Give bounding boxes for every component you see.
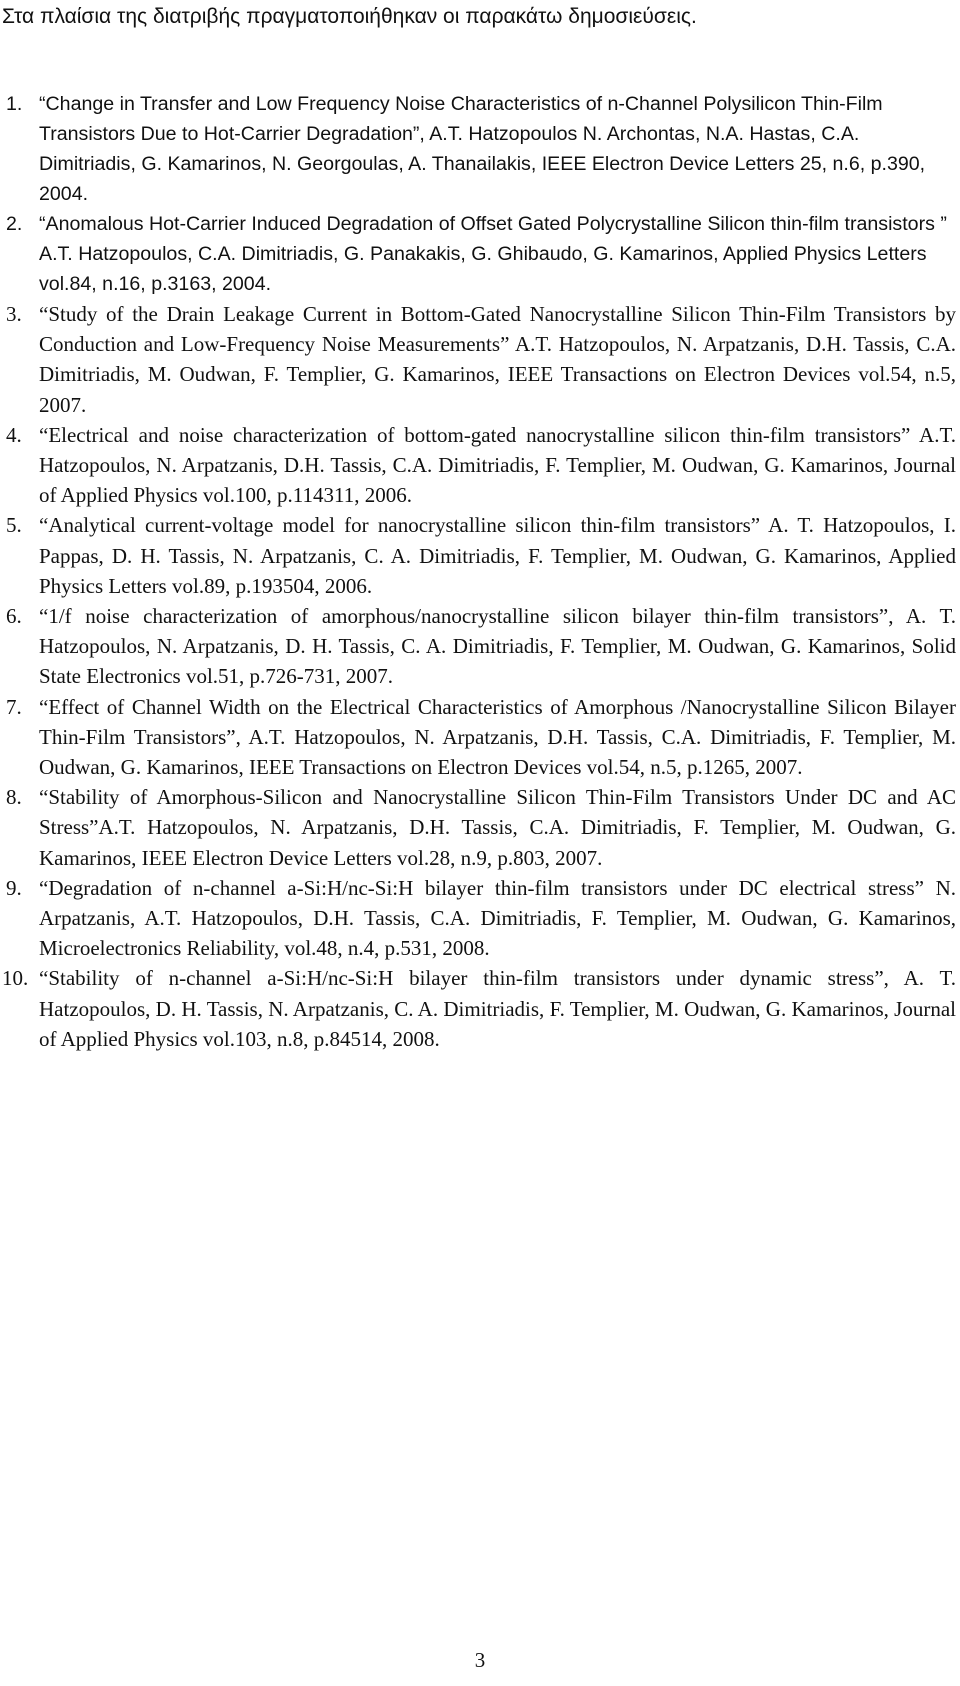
publication-text: “Degradation of n-channel a-Si:H/nc-Si:H bilayer thin-film transistors under DC electrical stress” N. Arpatzanis, A.T. Hatzopoulos, D.H. Tassis, C.A. Dimitriadis, F. Templier, M. Oudwan, G. Kamarinos, Microelectronics Reliability, vol.48, n.4, p.531, 2008. <box>39 875 956 961</box>
publication-text: “Change in Transfer and Low Frequency Noise Characteristics of n-Channel Polysilicon Thin-Film Transistors Due to Hot-Carrier Degradation”, A.T. Hatzopoulos N. Archontas, N.A. Hastas, C.A. Dimitriadis, G. Kamarinos, N. Georgoulas, A. Thanailakis, IEEE Electron Device Letters 25, n.6, p.390, 2004. <box>39 93 926 205</box>
publication-item <box>0 209 956 299</box>
publication-number: 3. <box>6 302 22 326</box>
publication-number: 1. <box>6 93 23 115</box>
publication-text: “Anomalous Hot-Carrier Induced Degradation of Offset Gated Polycrystalline Silicon thin-film transistors ” A.T. Hatzopoulos, C.A. Dimitriadis, G. Panakakis, G. Ghibaudo, G. Kamarinos, Applied Physics Letters vol.84, n.16, p.3163, 2004. <box>39 213 947 295</box>
publication-text: “Electrical and noise characterization of bottom-gated nanocrystalline silicon thin-film transistors” A.T. Hatzopoulos, N. Arpatzanis, D.H. Tassis, C.A. Dimitriadis, F. Templier, M. Oudwan, G. Kamarinos, Journal of Applied Physics vol.100, p.114311, 2006. <box>39 422 956 508</box>
intro-text: Στα πλαίσια της διατριβής πραγματοποιήθηκαν οι παρακάτω δημοσιεύσεις. <box>2 5 697 28</box>
publication-number: 4. <box>6 422 22 447</box>
publication-item <box>0 692 956 783</box>
publication-item <box>0 873 956 964</box>
publication-list <box>0 89 956 1054</box>
publication-number: 5. <box>6 513 22 538</box>
publication-number: 9. <box>6 875 22 900</box>
publication-item <box>0 420 956 511</box>
publication-item <box>0 510 956 601</box>
publication-item <box>0 782 956 873</box>
publication-text: “Analytical current-voltage model for nanocrystalline silicon thin-film transistors” A. T. Hatzopoulos, I. Pappas, D. H. Tassis, N. Arpatzanis, C. A. Dimitriadis, F. Templier, M. Oudwan, G. Kamarinos, Applied Physics Letters vol.89, p.193504, 2006. <box>39 513 956 598</box>
publication-number: 8. <box>6 785 22 810</box>
publication-text: “Stability of Amorphous-Silicon and Nanocrystalline Silicon Thin-Film Transistors Under DC and AC Stress”A.T. Hatzopoulos, N. Arpatzanis, D.H. Tassis, C.A. Dimitriadis, F. Templier, M. Oudwan, G. Kamarinos, IEEE Electron Device Letters vol.28, n.9, p.803, 2007. <box>39 785 956 870</box>
publication-text: “Effect of Channel Width on the Electrical Characteristics of Amorphous /Nanocrystalline Silicon Bilayer Thin-Film Transistors”, A.T. Hatzopoulos, N. Arpatzanis, D.H. Tassis, C.A. Dimitriadis, F. Templier, M. Oudwan, G. Kamarinos, IEEE Transactions on Electron Devices vol.54, n.5, p.1265, 2007. <box>39 694 956 780</box>
publication-number: 7. <box>6 694 22 719</box>
publication-text: “Stability of n-channel a-Si:H/nc-Si:H bilayer thin-film transistors under dynamic stress”, A. T. Hatzopoulos, D. H. Tassis, N. Arpatzanis, C. A. Dimitriadis, F. Templier, M. Oudwan, G. Kamarinos, Journal of Applied Physics vol.103, n.8, p.84514, 2008. <box>39 966 956 1051</box>
publication-item <box>0 89 956 209</box>
page-number: 3 <box>474 1648 486 1672</box>
publication-number: 6. <box>6 604 22 629</box>
publication-item <box>0 601 956 692</box>
publication-item <box>0 963 956 1054</box>
publication-number: 2. <box>6 213 23 235</box>
publication-text: “Study of the Drain Leakage Current in Bottom-Gated Nanocrystalline Silicon Thin-Film Transistors by Conduction and Low-Frequency Noise Measurements” A.T. Hatzopoulos, N. Arpatzanis, D.H. Tassis, C.A. Dimitriadis, M. Oudwan, F. Templier, G. Kamarinos, IEEE Transactions on Electron Devices vol.54, n.5, 2007. <box>39 302 956 417</box>
publication-item <box>0 299 956 420</box>
publication-text: “1/f noise characterization of amorphous/nanocrystalline silicon bilayer thin-film transistors”, A. T. Hatzopoulos, N. Arpatzanis, D. H. Tassis, C. A. Dimitriadis, F. Templier, M. Oudwan, G. Kamarinos, Solid State Electronics vol.51, p.726-731, 2007. <box>39 604 956 689</box>
publication-number: 10. <box>2 966 29 991</box>
